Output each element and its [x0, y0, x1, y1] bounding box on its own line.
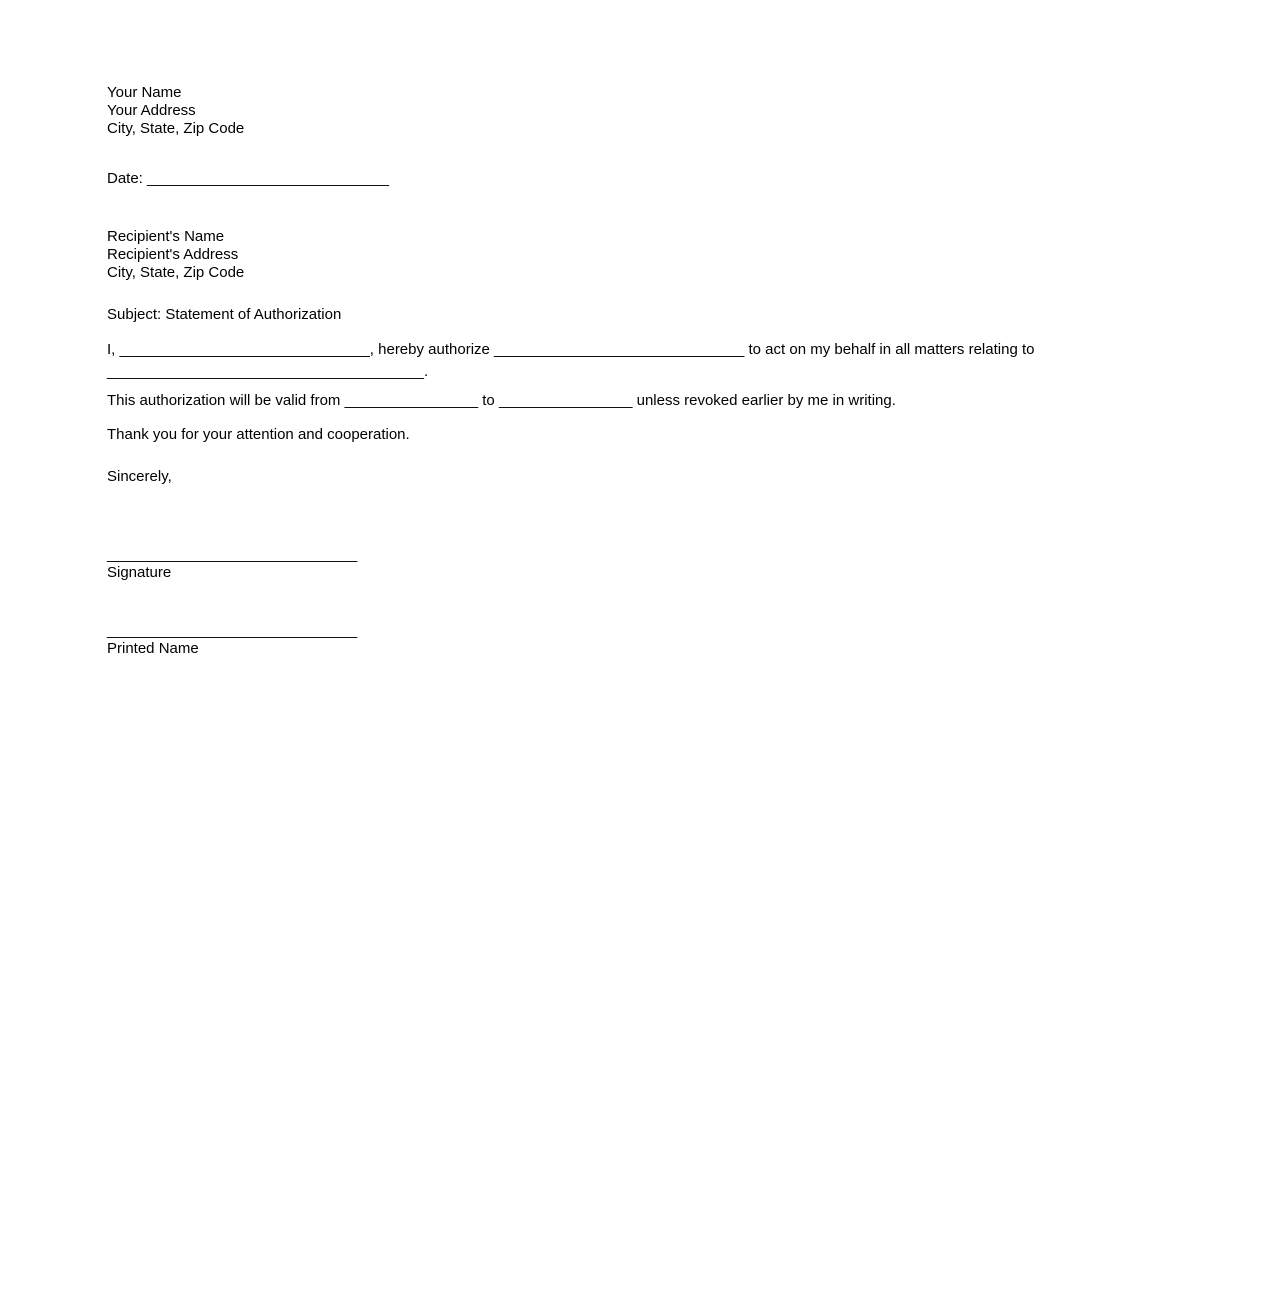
authorization-period: .: [424, 363, 429, 380]
principal-name-blank: ______________________________: [119, 341, 370, 358]
validity-sentence: [107, 392, 1092, 410]
signature-block: [107, 546, 1092, 582]
valid-to-blank: ________________: [498, 392, 633, 409]
sender-address-line: Your Address: [107, 102, 196, 119]
date-blank-line: _____________________________: [147, 170, 389, 187]
printed-name-label: Printed Name: [107, 640, 199, 657]
date-line: [107, 170, 1092, 188]
valid-from-blank: ________________: [344, 392, 479, 409]
authorization-middle: , hereby authorize: [369, 341, 495, 358]
signature-line: ______________________________: [107, 546, 358, 563]
thank-you-line: Thank you for your attention and cooperation.: [107, 426, 410, 443]
authorization-paragraph: [107, 339, 1092, 383]
recipient-address-line: Recipient's Address: [107, 246, 239, 263]
sender-name-line: Your Name: [107, 84, 182, 101]
agent-name-blank: ______________________________: [494, 341, 745, 358]
printed-name-line: ______________________________: [107, 622, 358, 639]
validity-suffix: unless revoked earlier by me in writing.: [632, 392, 896, 409]
validity-middle: to: [478, 392, 499, 409]
printed-name-block: [107, 622, 1092, 658]
signature-label: Signature: [107, 564, 172, 581]
date-label: Date:: [107, 170, 148, 187]
closing-line: Sincerely,: [107, 468, 172, 485]
subject-line: Subject: Statement of Authorization: [107, 306, 342, 323]
recipient-city-line: City, State, Zip Code: [107, 264, 245, 281]
matter-blank: ______________________________________: [107, 363, 425, 380]
recipient-name-line: Recipient's Name: [107, 228, 225, 245]
letter-content: [107, 84, 1092, 658]
sender-block: [107, 84, 1092, 138]
authorization-suffix: to act on my behalf in all matters relating to: [744, 341, 1035, 358]
recipient-block: [107, 228, 1092, 282]
authorization-prefix: I,: [107, 341, 120, 358]
validity-prefix: This authorization will be valid from: [107, 392, 345, 409]
sender-city-line: City, State, Zip Code: [107, 120, 245, 137]
